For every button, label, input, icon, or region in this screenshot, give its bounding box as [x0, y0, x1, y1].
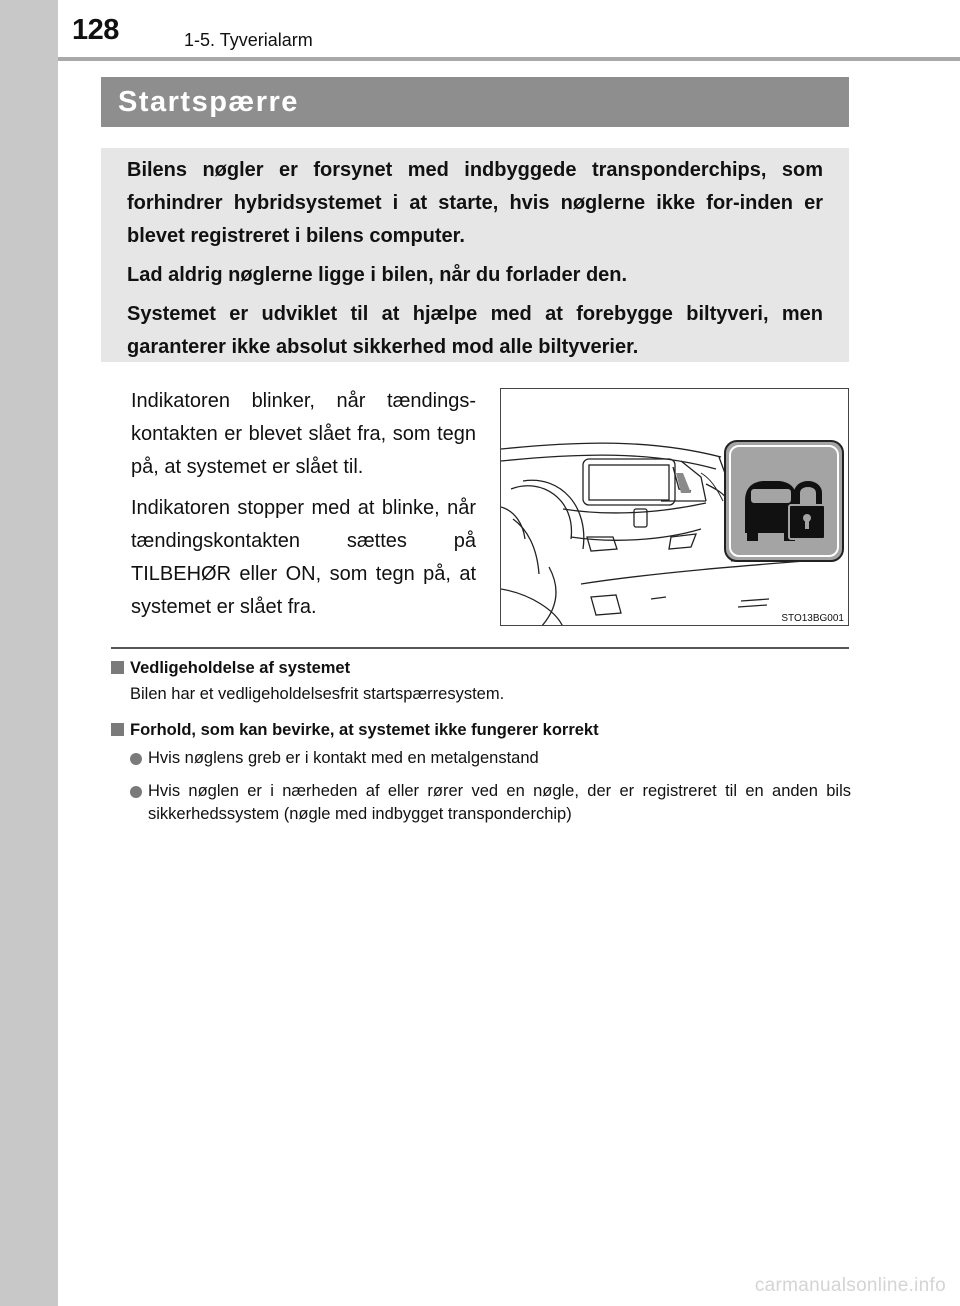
maintenance-heading-text: Vedligeholdelse af systemet [130, 659, 351, 677]
maintenance-heading [111, 655, 851, 681]
figure-code: STO13BG001 [781, 613, 844, 624]
intro-paragraph-1: Bilens nøgler er forsynet med indbyggede transponderchips, som forhindrer hybridsystemet i at starte, hvis nøglerne ikke for-inden er blevet registreret i bilens computer. [127, 159, 823, 247]
conditions-heading-text: Forhold, som kan bevirke, at systemet ikke fungerer korrekt [130, 721, 599, 739]
square-bullet-icon [111, 723, 124, 736]
intro-box [101, 148, 849, 362]
list-item-text: Hvis nøglens greb er i kontakt med en metalgenstand [148, 749, 539, 767]
section-divider [111, 647, 849, 649]
round-bullet-icon [130, 786, 142, 798]
section-title-bar [101, 77, 849, 127]
body-paragraph-2: Indikatoren stopper med at blinke, når tændingskontakten sættes på TILBEHØR eller ON, som tegn på, at systemet er slået fra. [131, 497, 476, 618]
dashboard-illustration [500, 388, 849, 626]
conditions-heading [111, 717, 851, 743]
list-item [130, 747, 851, 770]
section-title: Startspærre [118, 86, 299, 118]
body-paragraph-1: Indikatoren blinker, når tændings-kontakten er blevet slået fra, som tegn på, at systemet er slået til. [131, 390, 476, 478]
list-item [130, 780, 851, 826]
watermark: carmanualsonline.info [754, 1275, 946, 1296]
intro-paragraph-2: Lad aldrig nøglerne ligge i bilen, når du forlader den. [127, 264, 628, 286]
maintenance-text: Bilen har et vedligeholdelsesfrit startspærresystem. [130, 685, 505, 703]
body-text [131, 385, 476, 632]
side-band [0, 0, 58, 1306]
dashboard-drawing [501, 389, 849, 626]
notes-section [111, 655, 851, 836]
round-bullet-icon [130, 753, 142, 765]
page-number: 128 [72, 14, 119, 46]
square-bullet-icon [111, 661, 124, 674]
intro-paragraph-3: Systemet er udviklet til at hjælpe med at forebygge biltyveri, men garanterer ikke absolut sikkerhed mod alle biltyverier. [127, 303, 823, 358]
chapter-title: 1-5. Tyverialarm [184, 30, 313, 50]
header-rule [58, 57, 960, 61]
list-item-text: Hvis nøglen er i nærheden af eller rører ved en nøgle, der er registreret til en anden bils sikkerhedssystem (nøgle med indbygget transponderchip) [148, 782, 851, 823]
